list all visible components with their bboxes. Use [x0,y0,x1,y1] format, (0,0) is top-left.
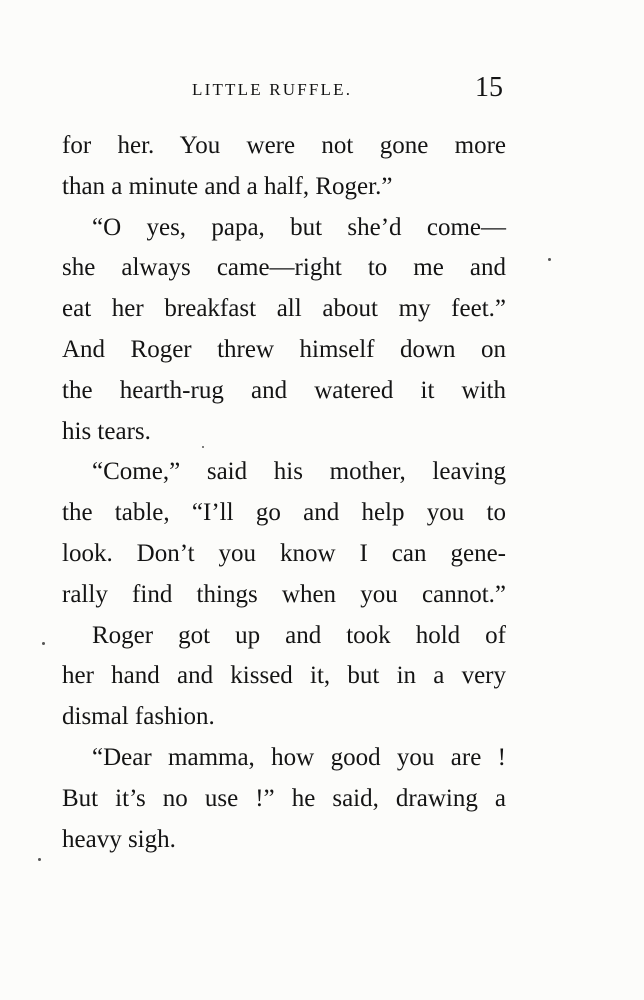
text-line: her hand and kissed it, but in a very [62,662,506,690]
text-line: his tears. [62,417,151,445]
text-line: look. Don’t you know I can gene- [62,539,506,567]
text-line: she always came—right to me and [62,254,506,282]
paper-speck [202,446,204,448]
text-line: than a minute and a half, Roger.” [62,172,393,200]
paper-speck [548,258,551,261]
text-line: “Come,” said his mother, leaving [92,458,506,486]
text-line: “Dear mamma, how good you are ! [92,743,506,771]
paper-speck [38,858,41,861]
body-text [62,126,506,860]
text-line: And Roger threw himself down on [62,335,506,363]
text-line: But it’s no use !” he said, drawing a [62,784,506,812]
page-number: 15 [475,72,503,103]
text-line: Roger got up and took hold of [92,621,506,649]
paper-speck [42,642,45,645]
running-title: LITTLE RUFFLE. [192,80,353,99]
text-line: the hearth-rug and watered it with [62,376,506,404]
text-line: the table, “I’ll go and help you to [62,499,506,527]
text-line: “O yes, papa, but she’d come— [92,213,506,241]
running-header [0,72,644,106]
text-line: rally find things when you cannot.” [62,580,506,608]
text-line: heavy sigh. [62,825,176,853]
text-line: eat her breakfast all about my feet.” [62,295,506,323]
text-line: dismal fashion. [62,703,215,731]
text-line: for her. You were not gone more [62,132,506,159]
